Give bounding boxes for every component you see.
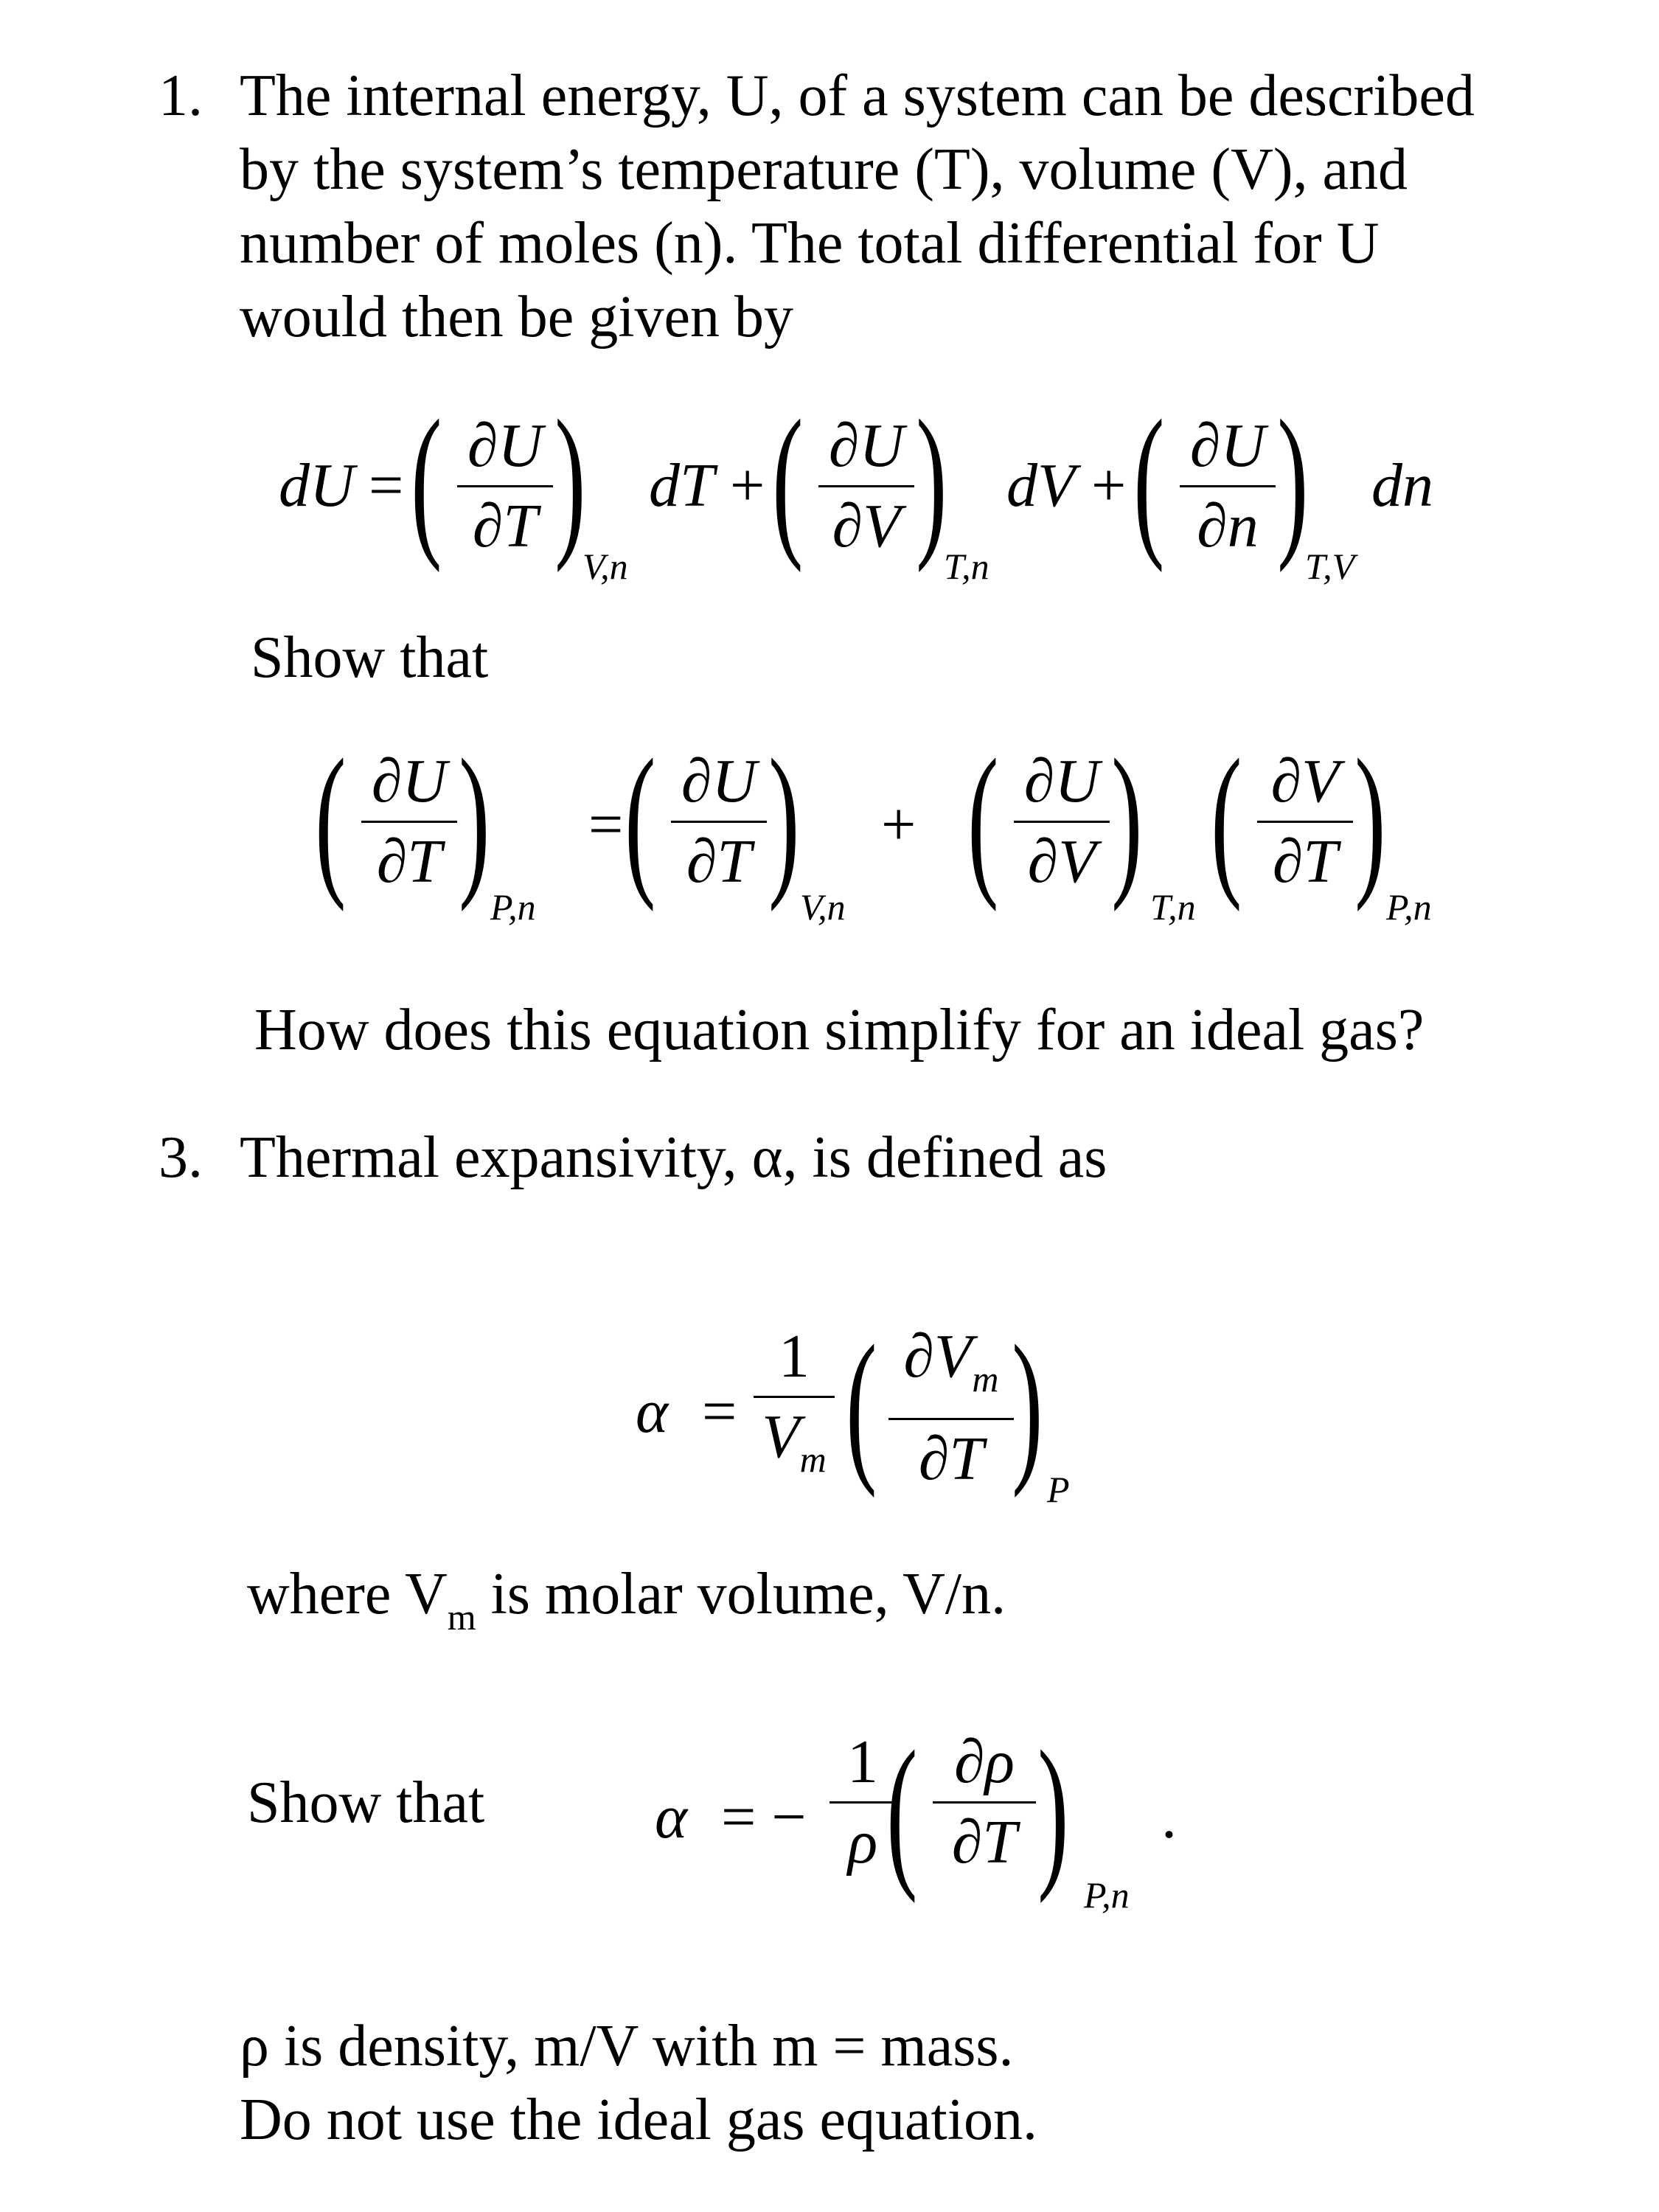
eq2-sub-Vn: V,n	[800, 886, 846, 928]
eq4-paren-right: )	[1037, 1716, 1069, 1904]
eq1-paren-right-1: )	[554, 385, 586, 573]
eq1-plus-1: +	[730, 451, 765, 520]
eq4-inner-bar	[933, 1801, 1036, 1804]
eq2-paren-left-2: (	[625, 724, 656, 912]
eq1-paren-right-3: )	[1277, 385, 1309, 573]
eq1-frac1-bar	[457, 485, 553, 487]
eq4-rho: ρ	[847, 1808, 878, 1877]
eq1-frac2-bar	[818, 485, 914, 487]
eq4-partial-rho: ∂ρ	[954, 1728, 1015, 1796]
eq2-sub-Tn: T,n	[1150, 886, 1196, 928]
eq2-equals: =	[588, 790, 624, 859]
eq3-sub-P: P	[1047, 1469, 1070, 1510]
eq1-equals: =	[369, 451, 404, 520]
eq2-frac3-num: ∂U	[1023, 747, 1100, 815]
eq1-sub-TV: T,V	[1305, 546, 1355, 587]
eq2-sub-Pn-2: P,n	[1386, 886, 1432, 928]
eq2-frac3-den: ∂V	[1027, 827, 1096, 896]
problem-1-line-1: The internal energy, U, of a system can be described	[240, 63, 1475, 128]
eq1-frac2-num: ∂U	[828, 411, 905, 480]
eq2-frac1-den: ∂T	[376, 827, 442, 896]
eq3-paren-left: (	[846, 1310, 877, 1498]
problem-3-line: Thermal expansivity, α, is defined as	[240, 1125, 1107, 1190]
eq3-partial-Vm-base: ∂V	[903, 1322, 973, 1391]
problem-3-number: 3.	[159, 1125, 203, 1190]
eq4-sub-Pn: P,n	[1084, 1874, 1130, 1916]
eq2-frac4-bar	[1257, 821, 1353, 823]
eq3-outer-bar	[754, 1396, 835, 1398]
eq2-sub-Pn-1: P,n	[490, 886, 536, 928]
eq1-frac-2	[818, 413, 914, 560]
eq4-equals-minus: = −	[721, 1783, 807, 1851]
eq4-alpha: α	[655, 1783, 688, 1851]
eq3-Vm-sub: m	[799, 1439, 827, 1480]
eq3-partial-T: ∂T	[918, 1425, 984, 1493]
eq1-plus-2: +	[1091, 451, 1127, 520]
eq2-frac3-bar	[1014, 821, 1110, 823]
eq2-frac1-num: ∂U	[371, 747, 448, 815]
eq3-alpha: α	[636, 1377, 669, 1446]
eq1-paren-left-1: (	[411, 385, 442, 573]
eq4-partial-T: ∂T	[951, 1808, 1018, 1877]
eq4-paren-left: (	[886, 1716, 918, 1904]
eq3-partial-Vm-sub: m	[972, 1358, 999, 1399]
eq2-frac-4	[1257, 748, 1353, 895]
eq2-paren-left-4: (	[1211, 724, 1242, 912]
eq4-period: .	[1161, 1783, 1177, 1851]
eq3-Vm	[754, 1404, 835, 1492]
eq1-frac-3	[1180, 413, 1276, 560]
eq3-equals: =	[702, 1377, 737, 1446]
problem-1-line-2: by the system’s temperature (T), volume (V), and	[240, 137, 1408, 202]
eq2-paren-right-3: )	[1111, 724, 1143, 912]
where-prefix: where V	[247, 1562, 448, 1627]
eq2-paren-right-2: )	[768, 724, 800, 912]
eq1-dU: dU	[279, 451, 355, 520]
eq1-frac-1	[457, 413, 553, 560]
eq1-dT: dT	[649, 451, 714, 520]
eq1-sub-Tn: T,n	[944, 546, 990, 587]
eq1-frac3-bar	[1180, 485, 1276, 487]
problem-1-line-3: number of moles (n). The total differential for U	[240, 211, 1380, 276]
eq1-frac3-num: ∂U	[1189, 411, 1266, 480]
eq2-frac4-num: ∂V	[1270, 747, 1340, 815]
where-sub: m	[447, 1596, 476, 1638]
where-suffix: is molar volume, V/n.	[476, 1562, 1006, 1627]
eq2-frac1-bar	[361, 821, 457, 823]
problem-3-final-line: Do not use the ideal gas equation.	[240, 2087, 1037, 2152]
eq1-frac1-num: ∂U	[467, 411, 543, 480]
eq1-frac1-den: ∂T	[472, 492, 538, 560]
eq2-frac2-bar	[671, 821, 767, 823]
eq4-one: 1	[847, 1728, 878, 1796]
problem-1-number: 1.	[159, 63, 203, 128]
eq3-paren-right: )	[1012, 1310, 1043, 1498]
eq1-paren-left-3: (	[1133, 385, 1165, 573]
eq2-paren-left-1: (	[315, 724, 347, 912]
eq2-frac-3	[1014, 748, 1110, 895]
eq3-inner-bar	[888, 1418, 1014, 1420]
eq2-frac-2	[671, 748, 767, 895]
problem-3-show-that: Show that	[247, 1770, 485, 1835]
eq3-one: 1	[779, 1322, 810, 1391]
eq3-frac-inner	[888, 1324, 1014, 1492]
eq3-frac-outer	[754, 1324, 835, 1492]
problem-3-rho-line: ρ is density, m/V with m = mass.	[240, 2014, 1014, 2079]
eq2-frac2-den: ∂T	[686, 827, 752, 896]
eq1-frac2-den: ∂V	[832, 492, 901, 560]
eq1-sub-Vn: V,n	[582, 546, 628, 587]
eq3-partial-Vm	[888, 1324, 1014, 1412]
eq4-frac-inner	[933, 1729, 1036, 1876]
eq2-frac4-den: ∂T	[1272, 827, 1338, 896]
eq1-dn: dn	[1371, 451, 1433, 520]
eq1-paren-right-2: )	[916, 385, 947, 573]
eq1-paren-left-2: (	[772, 385, 804, 573]
eq2-frac2-num: ∂U	[681, 747, 757, 815]
problem-1-line-4: would then be given by	[240, 285, 793, 349]
eq2-paren-right-1: )	[459, 724, 490, 912]
eq2-frac-1	[361, 748, 457, 895]
eq2-paren-left-3: (	[967, 724, 999, 912]
eq2-paren-right-4: )	[1354, 724, 1386, 912]
eq3-Vm-base: V	[762, 1402, 800, 1471]
problem-1-question: How does this equation simplify for an ideal gas?	[254, 998, 1425, 1062]
problem-1-show-that: Show that	[251, 625, 489, 690]
eq1-dV: dV	[1006, 451, 1076, 520]
problem-3-where-line	[247, 1557, 1006, 1654]
eq2-plus: +	[881, 790, 917, 859]
eq1-frac3-den: ∂n	[1197, 492, 1259, 560]
